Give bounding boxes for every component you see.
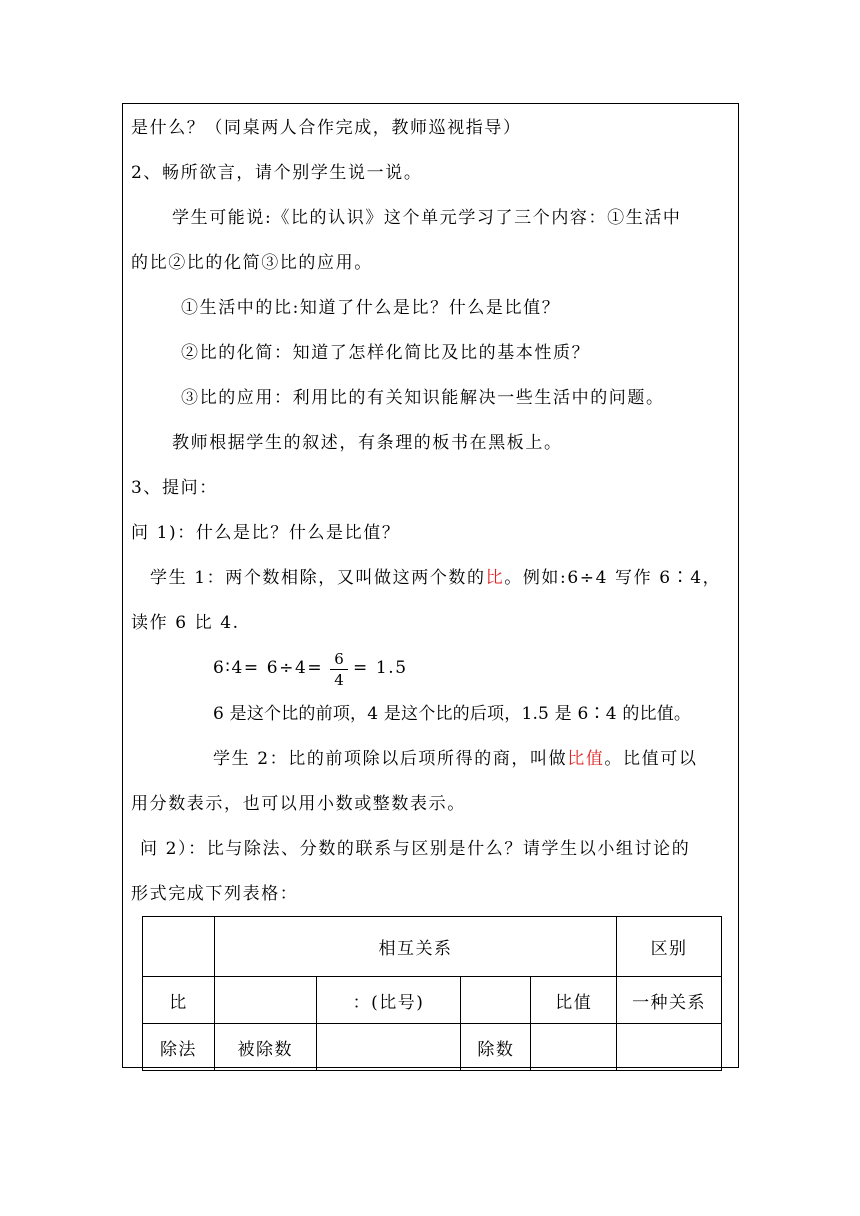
text-line: 6 是这个比的前项，4 是这个比的后项，1.5 是 6∶4 的比值。 xyxy=(213,704,692,724)
equation-left: 6∶4= 6÷4= xyxy=(213,658,324,678)
table-cell xyxy=(316,1024,461,1071)
student-1-answer xyxy=(150,567,721,589)
table-cell xyxy=(214,977,316,1024)
comparison-table xyxy=(142,916,722,1071)
fraction-denominator: 4 xyxy=(334,671,344,689)
page-bottom-border xyxy=(122,1067,739,1068)
question-2: 问 2）：比与除法、分数的联系与区别是什么？请学生以小组讨论的 xyxy=(140,839,691,859)
text-line: 2、畅所欲言，请个别学生说一说。 xyxy=(131,163,423,183)
equation-fraction xyxy=(330,650,348,689)
table-cell xyxy=(617,1024,722,1071)
text-segment: 学生 1：两个数相除，又叫做这两个数的 xyxy=(150,568,486,588)
table-header-row xyxy=(143,917,722,977)
text-segment: 学生 2：比的前项除以后项所得的商，叫做 xyxy=(213,749,568,769)
table-cell xyxy=(531,1024,617,1071)
text-line: 用分数表示，也可以用小数或整数表示。 xyxy=(131,794,466,814)
text-line: 的比②比的化简③比的应用。 xyxy=(131,253,373,273)
student-2-answer xyxy=(213,748,697,770)
table-cell-ratio-sign: ：(比号) xyxy=(316,977,461,1024)
text-line: 教师根据学生的叙述，有条理的板书在黑板上。 xyxy=(172,433,563,453)
text-line: 学生可能说:《比的认识》这个单元学习了三个内容：①生活中 xyxy=(172,208,682,228)
highlight-term-ratio-value: 比值 xyxy=(567,749,605,769)
text-line: 3、提问： xyxy=(131,478,218,498)
table-cell xyxy=(461,977,531,1024)
equation-right: = 1.5 xyxy=(353,658,408,678)
highlight-term-ratio: 比 xyxy=(485,568,505,588)
header-difference: 区别 xyxy=(617,917,722,977)
text-line: ③比的应用：利用比的有关知识能解决一些生活中的问题。 xyxy=(181,388,665,408)
row-label-ratio: 比 xyxy=(143,977,215,1024)
text-line: ①生活中的比:知道了什么是比？什么是比值？ xyxy=(181,298,561,318)
table-cell-dividend: 被除数 xyxy=(214,1024,316,1071)
text-line: 形式完成下列表格： xyxy=(131,884,299,904)
question-1: 问 1)：什么是比？什么是比值？ xyxy=(131,523,401,543)
header-relation: 相互关系 xyxy=(214,917,616,977)
text-line: 读作 6 比 4. xyxy=(131,613,240,633)
text-segment: 。例如:6÷4 写作 6∶4， xyxy=(504,568,722,588)
table-cell-difference: 一种关系 xyxy=(617,977,722,1024)
table-cell-divisor: 除数 xyxy=(461,1024,531,1071)
table-row-ratio xyxy=(143,977,722,1024)
fraction-numerator: 6 xyxy=(330,650,348,670)
table-cell-ratio-value: 比值 xyxy=(531,977,617,1024)
text-line: ②比的化简：知道了怎样化简比及比的基本性质？ xyxy=(181,343,591,363)
row-label-division: 除法 xyxy=(143,1024,215,1071)
text-line: 是什么？（同桌两人合作完成，教师巡视指导） xyxy=(131,118,522,138)
text-segment: 。比值可以 xyxy=(604,749,698,769)
table-cell-empty xyxy=(143,917,215,977)
table-row-division xyxy=(143,1024,722,1071)
